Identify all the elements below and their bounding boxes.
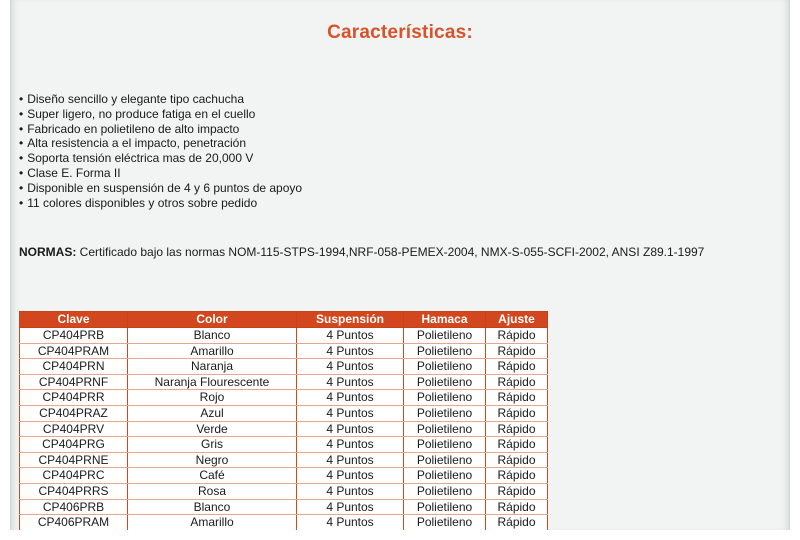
cell-clave: CP404PRV <box>20 421 128 437</box>
table-row <box>20 359 548 375</box>
table-header-row <box>20 312 548 328</box>
cell-clave: CP404PRR <box>20 390 128 406</box>
cell-color: Negro <box>128 452 297 468</box>
cell-suspension: 4 Puntos <box>297 359 404 375</box>
cell-suspension: 4 Puntos <box>297 499 404 515</box>
cell-clave: CP404PRAM <box>20 343 128 359</box>
cell-color: Blanco <box>128 328 297 344</box>
table-row <box>20 515 548 530</box>
table-row <box>20 328 548 344</box>
cell-ajuste: Rápido <box>486 390 548 406</box>
header-hamaca: Hamaca <box>404 312 486 328</box>
cell-clave: CP404PRC <box>20 468 128 484</box>
cell-clave: CP404PRN <box>20 359 128 375</box>
cell-ajuste: Rápido <box>486 374 548 390</box>
cell-hamaca: Polietileno <box>404 390 486 406</box>
feature-item: • Clase E. Forma II <box>19 166 302 181</box>
cell-hamaca: Polietileno <box>404 374 486 390</box>
cell-clave: CP404PRAZ <box>20 405 128 421</box>
cell-color: Naranja Flourescente <box>128 374 297 390</box>
cell-color: Naranja <box>128 359 297 375</box>
cell-ajuste: Rápido <box>486 328 548 344</box>
cell-color: Amarillo <box>128 343 297 359</box>
cell-color: Rojo <box>128 390 297 406</box>
cell-ajuste: Rápido <box>486 515 548 530</box>
cell-hamaca: Polietileno <box>404 483 486 499</box>
cell-color: Café <box>128 468 297 484</box>
cell-hamaca: Polietileno <box>404 328 486 344</box>
cell-hamaca: Polietileno <box>404 421 486 437</box>
cell-clave: CP406PRB <box>20 499 128 515</box>
cell-suspension: 4 Puntos <box>297 452 404 468</box>
table-row <box>20 437 548 453</box>
cell-suspension: 4 Puntos <box>297 468 404 484</box>
cell-ajuste: Rápido <box>486 483 548 499</box>
cell-color: Blanco <box>128 499 297 515</box>
cell-hamaca: Polietileno <box>404 452 486 468</box>
header-color: Color <box>128 312 297 328</box>
table-body <box>20 328 548 531</box>
table-row <box>20 483 548 499</box>
feature-item: • Diseño sencillo y elegante tipo cachucha <box>19 92 302 107</box>
table-row <box>20 374 548 390</box>
cell-color: Amarillo <box>128 515 297 530</box>
cell-ajuste: Rápido <box>486 405 548 421</box>
cell-hamaca: Polietileno <box>404 468 486 484</box>
feature-item: • Alta resistencia a el impacto, penetración <box>19 136 302 151</box>
cell-ajuste: Rápido <box>486 421 548 437</box>
cell-color: Rosa <box>128 483 297 499</box>
feature-item: • 11 colores disponibles y otros sobre pedido <box>19 196 302 211</box>
features-list <box>19 92 302 210</box>
cell-color: Azul <box>128 405 297 421</box>
normas-label: NORMAS: <box>19 245 77 259</box>
cell-clave: CP404PRNF <box>20 374 128 390</box>
cell-suspension: 4 Puntos <box>297 437 404 453</box>
table-row <box>20 390 548 406</box>
cell-clave: CP404PRG <box>20 437 128 453</box>
cell-hamaca: Polietileno <box>404 515 486 530</box>
cell-clave: CP406PRAM <box>20 515 128 530</box>
content-panel <box>10 0 790 530</box>
cell-hamaca: Polietileno <box>404 359 486 375</box>
normas-text: Certificado bajo las normas NOM-115-STPS-1994,NRF-058-PEMEX-2004, NMX-S-055-SCFI-2002, ANSI Z89.1-1997 <box>76 245 705 259</box>
cell-hamaca: Polietileno <box>404 343 486 359</box>
feature-item: • Fabricado en polietileno de alto impacto <box>19 122 302 137</box>
normas-paragraph <box>19 245 774 260</box>
table-row <box>20 421 548 437</box>
cell-ajuste: Rápido <box>486 343 548 359</box>
table-row <box>20 405 548 421</box>
cell-clave: CP404PRB <box>20 328 128 344</box>
header-suspension: Suspensión <box>297 312 404 328</box>
cell-clave: CP404PRNE <box>20 452 128 468</box>
cell-suspension: 4 Puntos <box>297 515 404 530</box>
cell-suspension: 4 Puntos <box>297 390 404 406</box>
cell-hamaca: Polietileno <box>404 405 486 421</box>
cell-color: Gris <box>128 437 297 453</box>
cell-suspension: 4 Puntos <box>297 483 404 499</box>
table-row <box>20 452 548 468</box>
feature-item: • Super ligero, no produce fatiga en el cuello <box>19 107 302 122</box>
cell-ajuste: Rápido <box>486 437 548 453</box>
table-row <box>20 499 548 515</box>
cell-suspension: 4 Puntos <box>297 328 404 344</box>
cell-suspension: 4 Puntos <box>297 343 404 359</box>
table-row <box>20 343 548 359</box>
cell-ajuste: Rápido <box>486 452 548 468</box>
cell-hamaca: Polietileno <box>404 499 486 515</box>
table-row <box>20 468 548 484</box>
cell-color: Verde <box>128 421 297 437</box>
cell-ajuste: Rápido <box>486 359 548 375</box>
cell-suspension: 4 Puntos <box>297 421 404 437</box>
cell-hamaca: Polietileno <box>404 437 486 453</box>
header-clave: Clave <box>20 312 128 328</box>
cell-clave: CP404PRRS <box>20 483 128 499</box>
product-table <box>19 311 548 530</box>
feature-item: • Soporta tensión eléctrica mas de 20,000 V <box>19 151 302 166</box>
cell-ajuste: Rápido <box>486 468 548 484</box>
cell-ajuste: Rápido <box>486 499 548 515</box>
cell-suspension: 4 Puntos <box>297 374 404 390</box>
header-ajuste: Ajuste <box>486 312 548 328</box>
page-title: Características: <box>327 22 473 43</box>
feature-item: • Disponible en suspensión de 4 y 6 puntos de apoyo <box>19 181 302 196</box>
cell-suspension: 4 Puntos <box>297 405 404 421</box>
